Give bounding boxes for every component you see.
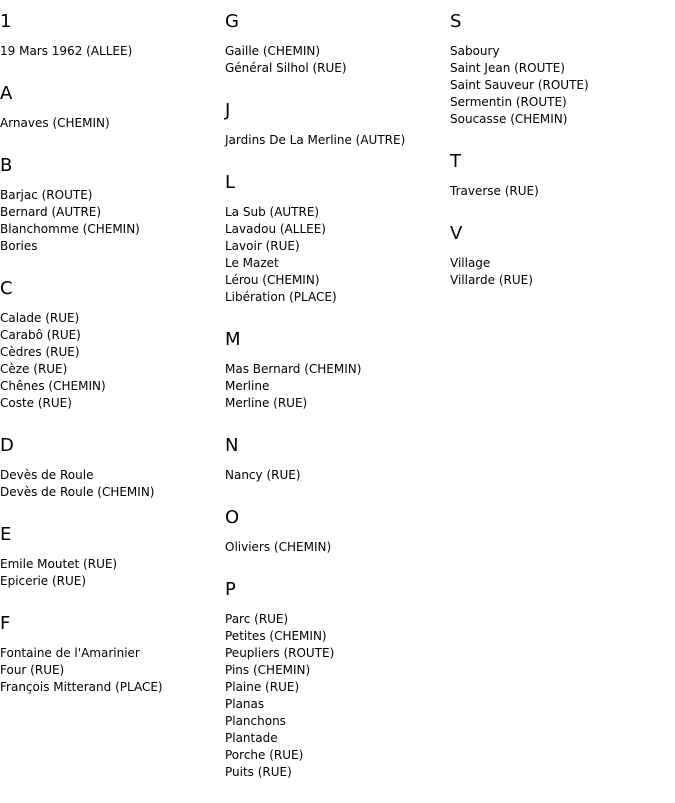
street-link[interactable]: Saint Jean (ROUTE): [450, 61, 565, 75]
letter-heading: D: [0, 435, 14, 456]
street-link[interactable]: Soucasse (CHEMIN): [450, 112, 568, 126]
letter-group: [225, 578, 450, 781]
street-link[interactable]: Villarde (RUE): [450, 273, 533, 287]
street-link[interactable]: Merline (RUE): [225, 396, 308, 410]
letter-group: [225, 506, 450, 556]
street-link[interactable]: Traverse (RUE): [450, 184, 539, 198]
letter-heading: A: [0, 83, 13, 104]
street-link[interactable]: Coste (RUE): [0, 396, 72, 410]
street-link[interactable]: Lérou (CHEMIN): [225, 273, 320, 287]
letter-heading: T: [450, 151, 461, 172]
street-list: [0, 310, 225, 412]
letter-heading: S: [450, 11, 462, 32]
street-link[interactable]: Blanchomme (CHEMIN): [0, 222, 140, 236]
street-link[interactable]: Emile Moutet (RUE): [0, 557, 118, 571]
letter-group: [0, 612, 225, 696]
street-link[interactable]: Merline: [225, 379, 270, 393]
letter-group: [450, 222, 675, 289]
street-link[interactable]: Cèze (RUE): [0, 362, 68, 376]
letter-group: [225, 171, 450, 306]
street-link[interactable]: 19 Mars 1962 (ALLEE): [0, 44, 133, 58]
street-list: [0, 645, 225, 696]
street-link[interactable]: La Sub (AUTRE): [225, 205, 320, 219]
street-list: [0, 43, 225, 60]
letter-group: [225, 99, 450, 149]
letter-group: [0, 154, 225, 255]
letter-group: [450, 10, 675, 128]
index-column-3: [450, 10, 675, 311]
letter-group: [0, 277, 225, 412]
street-list: [450, 183, 675, 200]
letter-heading: J: [225, 100, 231, 121]
street-link[interactable]: Pins (CHEMIN): [225, 663, 311, 677]
index-column-2: [225, 10, 450, 803]
street-list: [225, 204, 450, 306]
street-link[interactable]: Village: [450, 256, 491, 270]
street-link[interactable]: Devès de Roule: [0, 468, 94, 482]
street-link[interactable]: Libération (PLACE): [225, 290, 337, 304]
index-column-1: [0, 10, 225, 718]
letter-group: [225, 434, 450, 484]
street-link[interactable]: Barjac (ROUTE): [0, 188, 93, 202]
letter-heading: 1: [0, 11, 12, 32]
street-link[interactable]: Oliviers (CHEMIN): [225, 540, 332, 554]
street-link[interactable]: Devès de Roule (CHEMIN): [0, 485, 155, 499]
letter-group: [0, 10, 225, 60]
street-list: [450, 255, 675, 289]
street-list: [225, 611, 450, 781]
street-list: [0, 467, 225, 501]
letter-group: [0, 434, 225, 501]
street-link[interactable]: Général Silhol (RUE): [225, 61, 347, 75]
street-link[interactable]: Arnaves (CHEMIN): [0, 116, 110, 130]
street-link[interactable]: Calade (RUE): [0, 311, 80, 325]
street-link[interactable]: Saboury: [450, 44, 500, 58]
street-link[interactable]: Le Mazet: [225, 256, 279, 270]
street-list: [225, 361, 450, 412]
letter-heading: O: [225, 507, 240, 528]
letter-group: [0, 82, 225, 132]
letter-heading: F: [0, 613, 11, 634]
street-link[interactable]: Cèdres (RUE): [0, 345, 80, 359]
street-link[interactable]: Bernard (AUTRE): [0, 205, 102, 219]
street-list: [0, 115, 225, 132]
street-link[interactable]: Petites (CHEMIN): [225, 629, 327, 643]
letter-heading: G: [225, 11, 239, 32]
street-link[interactable]: Plaine (RUE): [225, 680, 300, 694]
street-link[interactable]: François Mitterand (PLACE): [0, 680, 163, 694]
street-link[interactable]: Plantade: [225, 731, 278, 745]
street-link[interactable]: Gaille (CHEMIN): [225, 44, 321, 58]
street-link[interactable]: Puits (RUE): [225, 765, 292, 779]
street-link[interactable]: Epicerie (RUE): [0, 574, 87, 588]
letter-group: [225, 10, 450, 77]
street-link[interactable]: Nancy (RUE): [225, 468, 301, 482]
letter-heading: C: [0, 278, 13, 299]
street-link[interactable]: Bories: [0, 239, 38, 253]
letter-heading: N: [225, 435, 239, 456]
street-list: [225, 539, 450, 556]
letter-heading: L: [225, 172, 236, 193]
street-list: [225, 467, 450, 484]
letter-group: [0, 523, 225, 590]
street-link[interactable]: Lavadou (ALLEE): [225, 222, 326, 236]
street-list: [0, 187, 225, 255]
street-link[interactable]: Chênes (CHEMIN): [0, 379, 106, 393]
street-link[interactable]: Parc (RUE): [225, 612, 289, 626]
street-link[interactable]: Carabô (RUE): [0, 328, 81, 342]
street-link[interactable]: Sermentin (ROUTE): [450, 95, 567, 109]
street-list: [225, 132, 450, 149]
street-link[interactable]: Planas: [225, 697, 265, 711]
street-list: [450, 43, 675, 128]
street-link[interactable]: Planchons: [225, 714, 286, 728]
street-link[interactable]: Fontaine de l'Amarinier: [0, 646, 140, 660]
street-link[interactable]: Mas Bernard (CHEMIN): [225, 362, 362, 376]
street-list: [225, 43, 450, 77]
street-link[interactable]: Porche (RUE): [225, 748, 304, 762]
letter-group: [450, 150, 675, 200]
letter-group: [225, 328, 450, 412]
street-link[interactable]: Lavoir (RUE): [225, 239, 300, 253]
letter-heading: B: [0, 155, 13, 176]
letter-heading: M: [225, 329, 241, 350]
street-list: [0, 556, 225, 590]
street-link[interactable]: Peupliers (ROUTE): [225, 646, 335, 660]
street-link[interactable]: Saint Sauveur (ROUTE): [450, 78, 589, 92]
street-link[interactable]: Jardins De La Merline (AUTRE): [225, 133, 406, 147]
letter-heading: E: [0, 524, 12, 545]
letter-heading: V: [450, 223, 463, 244]
letter-heading: P: [225, 579, 236, 600]
street-link[interactable]: Four (RUE): [0, 663, 65, 677]
